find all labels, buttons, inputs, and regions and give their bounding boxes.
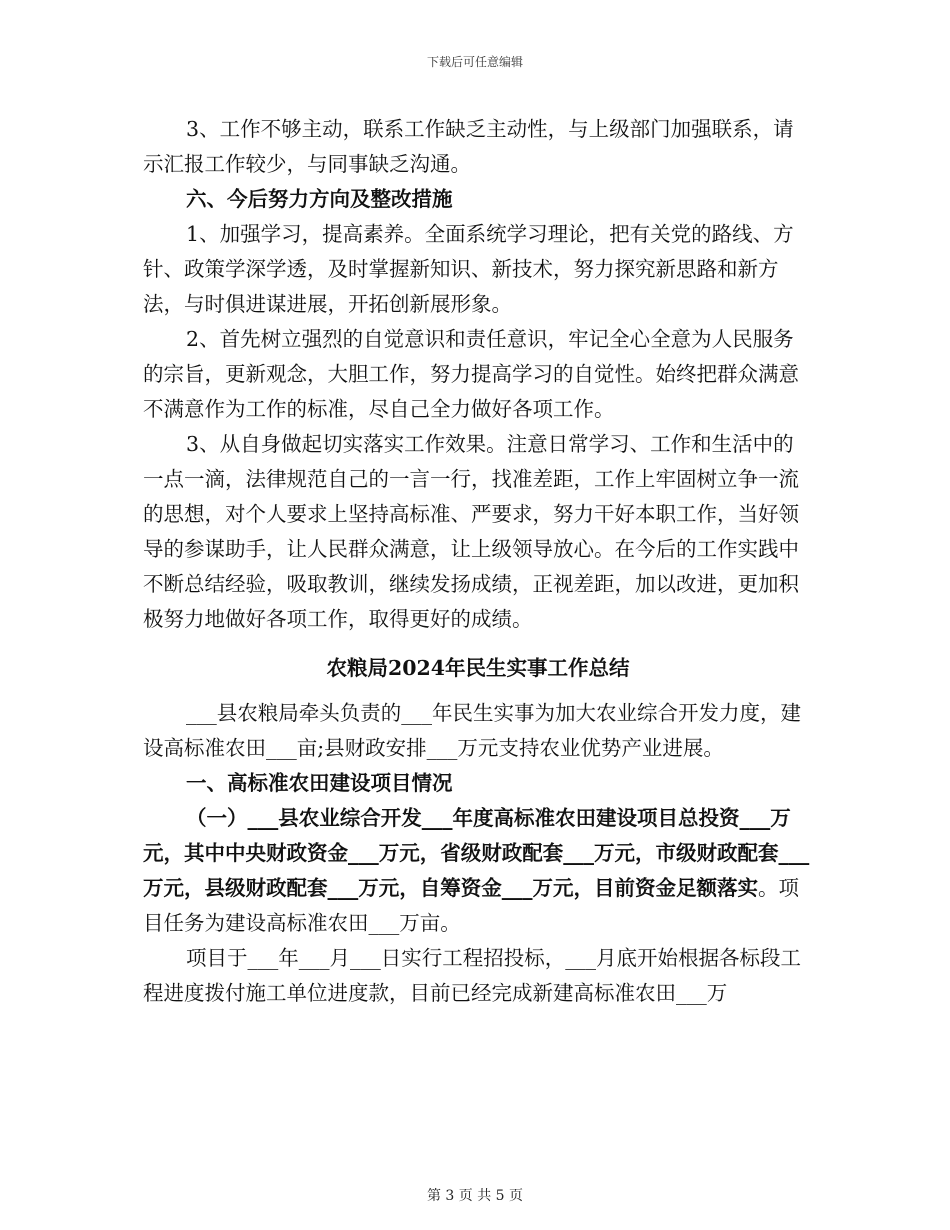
document-body [143, 112, 813, 1011]
paragraph-item-3: 3、工作不够主动，联系工作缺乏主动性，与上级部门加强联系，请示汇报工作较少，与同事缺乏沟通。 [143, 117, 794, 176]
measure-1: 1、加强学习，提高素养。全面系统学习理论，把有关党的路线、方针、政策学深学透，及时掌握新知识、新技术，努力探究新思路和新方法，与时俱进谋进展，开拓创新展形象。 [143, 222, 794, 316]
document-title: 农粮局2024年民生实事工作总结 [326, 656, 630, 680]
measure-2: 2、首先树立强烈的自觉意识和责任意识，牢记全心全意为人民服务的宗旨，更新观念，大胆工作，努力提高学习的自觉性。始终把群众满意不满意作为工作的标准，尽自己全力做好各项工作。 [143, 327, 799, 421]
section-heading-1: 一、高标准农田建设项目情况 [186, 771, 453, 795]
page-number: 第 3 页 共 5 页 [426, 1188, 524, 1204]
project-paragraph-1-rest: 。项目任务为建设高标准农田___万亩。 [143, 876, 799, 935]
intro-paragraph: ___县农粮局牵头负责的___年民生实事为加大农业综合开发力度，建设高标准农田___亩;县财政安排___万元支持农业优势产业进展。 [143, 701, 802, 760]
section-heading-6: 六、今后努力方向及整改措施 [186, 187, 453, 211]
measure-3: 3、从自身做起切实落实工作效果。注意日常学习、工作和生活中的一点一滴，法律规范自己的一言一行，找准差距，工作上牢固树立争一流的思想，对个人要求上坚持高标准、严要求，努力干好本职工作，当好领导的参谋助手，让人民群众满意，让上级领导放心。在今后的工作实践中不断总结经验，吸取教训，继续发扬成绩，正视差距，加以改进，更加积极努力地做好各项工作，取得更好的成绩。 [143, 432, 799, 631]
project-paragraph-1 [143, 801, 813, 941]
project-paragraph-2: 项目于___年___月___日实行工程招投标，___月底开始根据各标段工程进度拨付施工单位进度款，目前已经完成新建高标准农田___万 [143, 946, 802, 1005]
project-paragraph-1-bold: （一）___县农业综合开发___年度高标准农田建设项目总投资___万元，其中中央财政资金___万元，省级财政配套___万元，市级财政配套___万元，县级财政配套___万元，自筹资金___万元，目前资金足额落实 [143, 806, 810, 900]
header-note: 下载后可任意编辑 [426, 55, 523, 69]
